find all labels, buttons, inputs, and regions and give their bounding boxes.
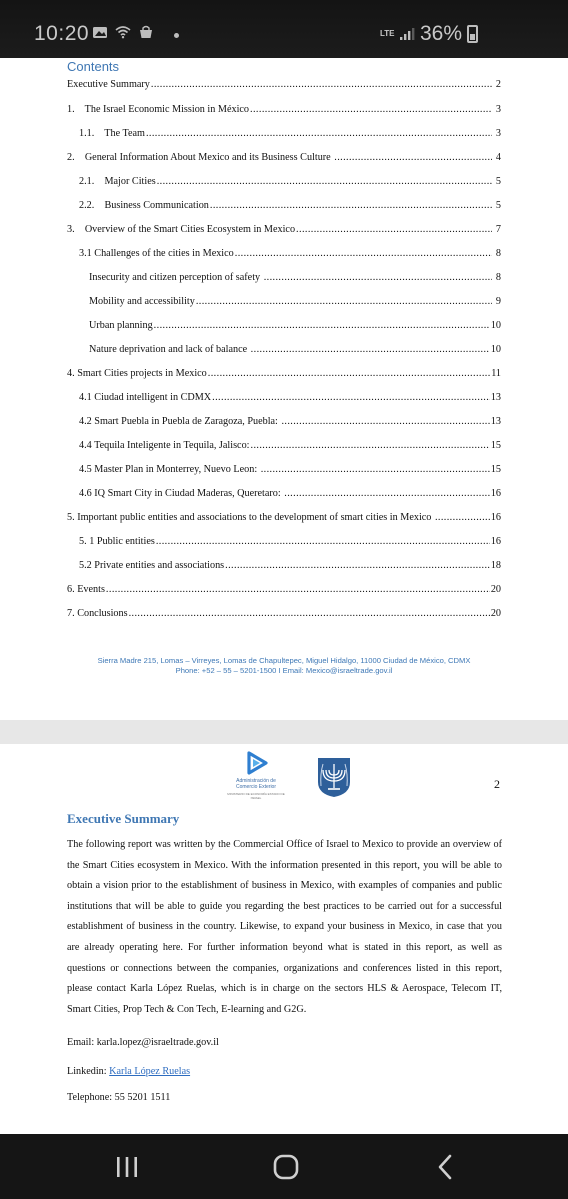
toc-entry[interactable] <box>67 584 501 598</box>
home-icon[interactable] <box>271 1154 301 1180</box>
toc-entry[interactable] <box>67 224 501 238</box>
toc-leader-dots <box>146 128 492 139</box>
toc-entry-page: 13 <box>490 392 501 403</box>
toc-leader-dots <box>261 464 490 475</box>
shop-icon <box>138 25 154 39</box>
toc-entry[interactable] <box>89 272 501 286</box>
toc-leader-dots <box>151 79 492 90</box>
toc-entry[interactable] <box>67 608 501 622</box>
toc-entry-page: 8 <box>495 248 501 259</box>
notification-icons <box>92 25 154 39</box>
toc-entry[interactable] <box>89 296 501 310</box>
toc-leader-dots <box>196 296 492 307</box>
footer-address: Sierra Madre 215, Lomas – Virreyes, Lomas de Chapultepec, Miguel Hidalgo, 11000 Ciudad de México, CDMX <box>97 656 471 665</box>
toc-leader-dots <box>129 608 490 619</box>
toc-entry-label: Nature deprivation and lack of balance <box>89 344 250 355</box>
executive-summary-heading: Executive Summary <box>67 811 180 826</box>
israel-emblem-icon <box>316 756 352 798</box>
toc-entry-page: 7 <box>495 224 501 235</box>
lte-indicator: LTE <box>379 29 395 38</box>
toc-entry[interactable] <box>79 416 501 430</box>
toc-entry-label: 4. Smart Cities projects in Mexico <box>67 368 207 379</box>
toc-leader-dots <box>212 392 490 403</box>
toc-leader-dots <box>210 200 492 211</box>
page-number: 2 <box>494 777 500 791</box>
linkedin-link[interactable]: Karla López Ruelas <box>109 1066 191 1077</box>
toc-entry-label: 7. Conclusions <box>67 608 128 619</box>
toc-leader-dots <box>435 512 490 523</box>
logo-subtext: MINISTERIO DE ECONOMÍA ESTADO DE ISRAEL <box>227 792 285 800</box>
notification-dot <box>174 33 179 38</box>
toc-entry[interactable] <box>67 512 501 526</box>
toc-leader-dots <box>284 488 490 499</box>
administracion-comercio-exterior-logo <box>226 750 286 802</box>
document-page-contents <box>0 58 568 720</box>
toc-entry-label: 1. The Israel Economic Mission in México <box>67 104 250 115</box>
play-logo-icon <box>244 750 270 776</box>
toc-entry-label: 5. Important public entities and associations to the development of smart cities in Mexico <box>67 512 434 523</box>
toc-entry[interactable] <box>79 464 501 478</box>
toc-entry-page: 16 <box>490 488 501 499</box>
recent-apps-icon[interactable] <box>112 1154 142 1180</box>
toc-entry[interactable] <box>67 79 501 93</box>
toc-entry[interactable] <box>79 128 501 142</box>
page-separator <box>0 720 568 744</box>
toc-leader-dots <box>251 440 490 451</box>
toc-entry-label: 4.6 IQ Smart City in Ciudad Maderas, Queretaro: <box>79 488 284 499</box>
document-page-executive-summary <box>0 744 568 1134</box>
toc-entry[interactable] <box>79 248 501 262</box>
clock: 10:20 <box>34 22 90 45</box>
toc-leader-dots <box>296 224 492 235</box>
toc-entry-label: 4.5 Master Plan in Monterrey, Nuevo Leon: <box>79 464 260 475</box>
toc-entry[interactable] <box>67 104 501 118</box>
linkedin-line <box>67 1066 190 1077</box>
toc-entry-label: 2.1. Major Cities <box>79 176 156 187</box>
toc-entry[interactable] <box>79 560 501 574</box>
toc-entry-label: 4.1 Ciudad intelligent in CDMX <box>79 392 212 403</box>
toc-entry-page: 15 <box>490 440 501 451</box>
signal-icon <box>399 27 415 41</box>
toc-leader-dots <box>208 368 490 379</box>
toc-entry-label: 2.2. Business Communication <box>79 200 209 211</box>
executive-summary-body: The following report was written by the Commercial Office of Israel to Mexico to provide an overview of the Smart Cities ecosystem in Mexico. With the information presented in this report, you will be able to obtain a vision prior to the establishment of business in Mexico, with examples of companies and public institutions that will be able to guide you regarding the best practices to be carried out for a successful establishment of business in the country. Likewise, to expand your business in Mexico, in case that you are already operating here. For further information beyond what is stated in this report, as well as questions or connections between the companies, organizations and conferences listed in this report, please contact Karla López Ruelas, which is in charge on the sectors HLS & Aerospace, Telecom IT, Smart Cities, Prop Tech & Con Tech, E-learning and G2G. <box>67 839 502 1015</box>
toc-entry-label: Executive Summary <box>67 79 150 90</box>
toc-entry-page: 16 <box>490 536 501 547</box>
toc-entry-label: 3. Overview of the Smart Cities Ecosystem in Mexico <box>67 224 296 235</box>
toc-entry-page: 3 <box>495 128 501 139</box>
footer-contact: Phone: +52 – 55 – 5201-1500 I Email: Mexico@israeltrade.gov.il <box>175 666 393 675</box>
status-bar <box>0 0 568 58</box>
toc-entry-page: 20 <box>490 608 501 619</box>
gallery-icon <box>92 25 108 39</box>
toc-entry[interactable] <box>89 320 501 334</box>
linkedin-label: Linkedin: <box>67 1066 110 1077</box>
toc-leader-dots <box>225 560 490 571</box>
navigation-bar <box>0 1134 568 1199</box>
toc-leader-dots <box>156 536 490 547</box>
battery-percentage: 36% <box>419 22 462 45</box>
telephone-line: Telephone: 55 5201 1511 <box>67 1092 171 1103</box>
wifi-icon <box>115 25 131 39</box>
toc-entry-label: 3.1 Challenges of the cities in Mexico <box>79 248 234 259</box>
toc-leader-dots <box>281 416 489 427</box>
toc-leader-dots <box>157 176 492 187</box>
toc-entry[interactable] <box>79 176 501 190</box>
toc-entry[interactable] <box>79 440 501 454</box>
toc-leader-dots <box>154 320 490 331</box>
toc-entry-page: 11 <box>491 368 501 379</box>
toc-leader-dots <box>264 272 492 283</box>
toc-entry-page: 2 <box>495 79 501 90</box>
toc-entry-label: 2. General Information About Mexico and its Business Culture <box>67 152 334 163</box>
toc-entry-label: Urban planning <box>89 320 153 331</box>
contents-heading: Contents <box>67 59 120 74</box>
toc-entry-page: 16 <box>490 512 501 523</box>
toc-entry-label: 6. Events <box>67 584 105 595</box>
toc-entry-label: 5.2 Private entities and associations <box>79 560 225 571</box>
system-indicators <box>380 22 478 46</box>
toc-leader-dots <box>250 104 492 115</box>
toc-entry-page: 9 <box>495 296 501 307</box>
toc-leader-dots <box>235 248 492 259</box>
toc-entry[interactable] <box>89 344 501 358</box>
toc-leader-dots <box>334 152 492 163</box>
toc-entry-label: Insecurity and citizen perception of safety <box>89 272 263 283</box>
toc-entry-page: 18 <box>490 560 501 571</box>
toc-leader-dots <box>251 344 490 355</box>
toc-entry-page: 8 <box>495 272 501 283</box>
toc-entry-page: 10 <box>490 344 501 355</box>
toc-entry[interactable] <box>79 488 501 502</box>
toc-entry-label: 1.1. The Team <box>79 128 145 139</box>
toc-entry[interactable] <box>79 536 501 550</box>
toc-entry-label: 4.4 Tequila Inteligente in Tequila, Jalisco: <box>79 440 250 451</box>
toc-entry-page: 10 <box>490 320 501 331</box>
logo-text: Administración de Comercio Exterior <box>235 778 276 790</box>
page-footer <box>0 656 568 676</box>
toc-entry-page: 15 <box>490 464 501 475</box>
toc-entry-page: 5 <box>495 200 501 211</box>
toc-leader-dots <box>106 584 490 595</box>
toc-entry[interactable] <box>79 200 501 214</box>
toc-entry-page: 4 <box>495 152 501 163</box>
toc-entry-page: 20 <box>490 584 501 595</box>
toc-entry[interactable] <box>67 368 501 382</box>
toc-entry-page: 13 <box>490 416 501 427</box>
battery-icon <box>467 25 478 43</box>
toc-entry-label: 4.2 Smart Puebla in Puebla de Zaragoza, Puebla: <box>79 416 281 427</box>
toc-entry-label: 5. 1 Public entities <box>79 536 155 547</box>
email-line: Email: karla.lopez@israeltrade.gov.il <box>67 1037 219 1048</box>
toc-entry[interactable] <box>67 152 501 166</box>
back-icon[interactable] <box>431 1154 461 1180</box>
toc-entry-page: 3 <box>495 104 501 115</box>
toc-entry-label: Mobility and accessibility <box>89 296 195 307</box>
toc-entry[interactable] <box>79 392 501 406</box>
toc-entry-page: 5 <box>495 176 501 187</box>
